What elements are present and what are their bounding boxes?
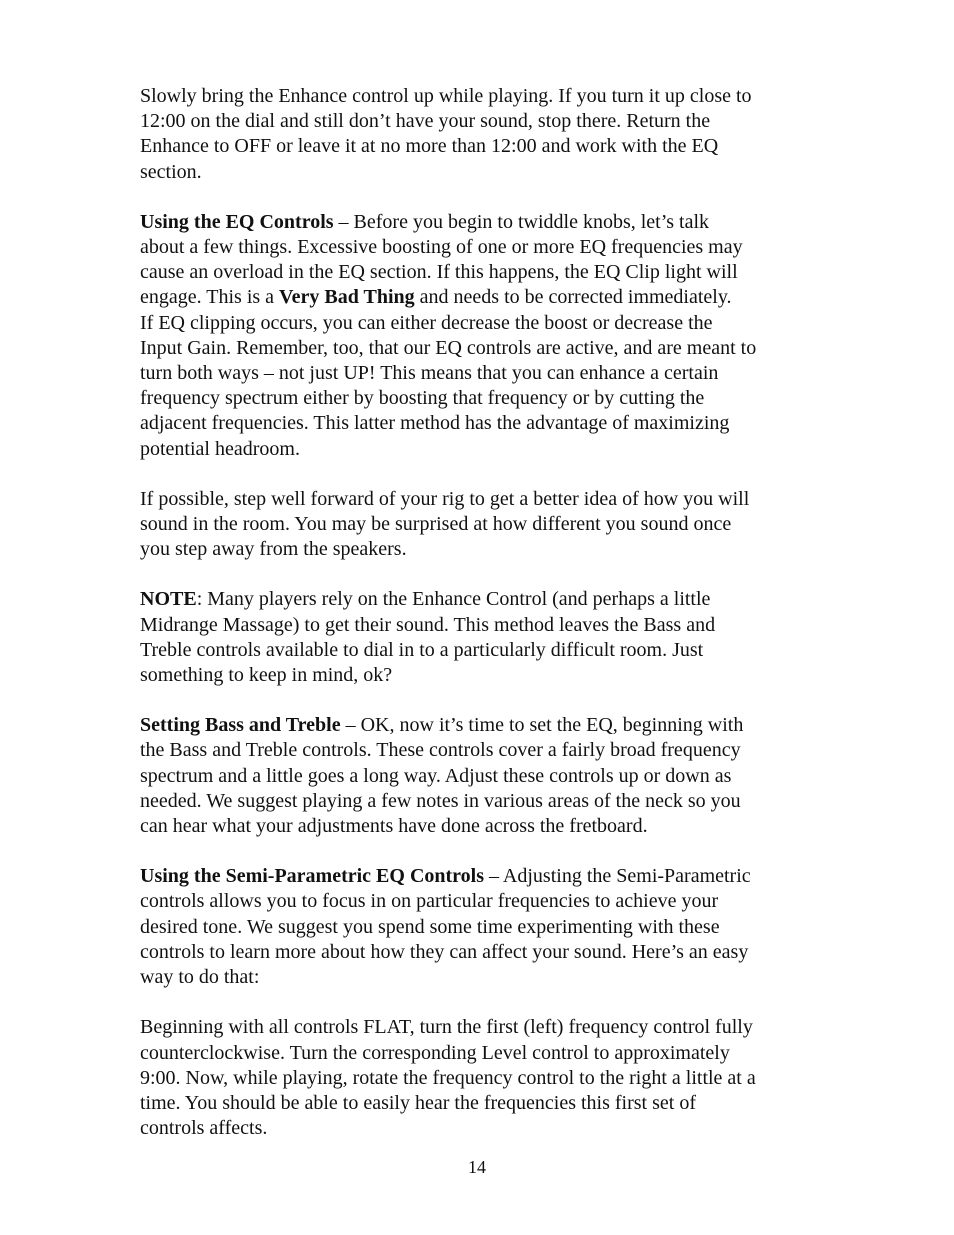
- text-line: [140, 638, 820, 663]
- bold-text: Using the Semi-Parametric EQ Controls: [140, 865, 485, 888]
- paragraph: [140, 210, 820, 462]
- text-line: [140, 613, 820, 638]
- body-text: can hear what your adjustments have done across the fretboard.: [140, 815, 648, 838]
- text-line: [140, 915, 820, 940]
- text-line: [140, 260, 820, 285]
- text-line: [140, 1041, 820, 1066]
- text-line: [140, 411, 820, 436]
- text-line: [140, 210, 820, 235]
- text-line: [140, 1116, 820, 1141]
- paragraph: [140, 84, 820, 185]
- text-line: [140, 160, 820, 185]
- body-text: Enhance to OFF or leave it at no more than 12:00 and work with the EQ: [140, 135, 719, 158]
- text-line: [140, 789, 820, 814]
- text-line: [140, 1091, 820, 1116]
- text-line: [140, 965, 820, 990]
- text-line: [140, 311, 820, 336]
- body-text: something to keep in mind, ok?: [140, 664, 393, 687]
- page-number: 14: [468, 1157, 486, 1177]
- text-line: [140, 940, 820, 965]
- paragraph: [140, 1015, 820, 1141]
- body-text: controls affects.: [140, 1117, 268, 1140]
- body-text: cause an overload in the EQ section. If this happens, the EQ Clip light will: [140, 261, 738, 284]
- body-text: – Before you begin to twiddle knobs, let’s talk: [333, 210, 710, 233]
- body-text: spectrum and a little goes a long way. Adjust these controls up or down as: [140, 764, 732, 787]
- text-line: [140, 134, 820, 159]
- body-text: – Adjusting the Semi-Parametric: [484, 865, 751, 888]
- body-text: about a few things. Excessive boosting of one or more EQ frequencies may: [140, 236, 743, 259]
- bold-text: Very Bad Thing: [279, 286, 415, 309]
- body-text: sound in the room. You may be surprised at how different you sound once: [140, 513, 732, 536]
- body-text: Input Gain. Remember, too, that our EQ controls are active, and are meant to: [140, 336, 757, 359]
- body-text: Treble controls available to dial in to a particularly difficult room. Just: [140, 638, 704, 661]
- paragraph: [140, 864, 820, 990]
- body-text: If EQ clipping occurs, you can either decrease the boost or decrease the: [140, 311, 713, 334]
- body-text: frequency spectrum either by boosting that frequency or by cutting the: [140, 387, 705, 410]
- text-line: [140, 889, 820, 914]
- document-body: [140, 84, 820, 1166]
- text-line: [140, 713, 820, 738]
- text-line: [140, 361, 820, 386]
- body-text: 9:00. Now, while playing, rotate the frequency control to the right a little at a: [140, 1066, 756, 1089]
- paragraph: [140, 487, 820, 563]
- body-text: time. You should be able to easily hear the frequencies this first set of: [140, 1091, 696, 1114]
- text-line: [140, 84, 820, 109]
- body-text: If possible, step well forward of your rig to get a better idea of how you will: [140, 487, 750, 510]
- text-line: [140, 814, 820, 839]
- text-line: [140, 487, 820, 512]
- body-text: 12:00 on the dial and still don’t have your sound, stop there. Return the: [140, 110, 711, 133]
- paragraph: [140, 587, 820, 688]
- body-text: Slowly bring the Enhance control up while playing. If you turn it up close to: [140, 85, 752, 107]
- body-text: – OK, now it’s time to set the EQ, beginning with: [340, 714, 744, 737]
- body-text: and needs to be corrected immediately.: [414, 286, 732, 309]
- paragraph: [140, 713, 820, 839]
- text-line: [140, 764, 820, 789]
- text-line: [140, 512, 820, 537]
- body-text: section.: [140, 160, 202, 183]
- body-text: turn both ways – not just UP! This means that you can enhance a certain: [140, 362, 719, 385]
- bold-text: Using the EQ Controls: [140, 210, 334, 233]
- text-line: [140, 235, 820, 260]
- body-text: needed. We suggest playing a few notes in various areas of the neck so you: [140, 789, 741, 812]
- body-text: Beginning with all controls FLAT, turn the first (left) frequency control fully: [140, 1016, 753, 1039]
- body-text: engage. This is a: [140, 286, 280, 309]
- text-line: [140, 587, 820, 612]
- body-text: controls allows you to focus in on particular frequencies to achieve your: [140, 890, 719, 913]
- text-line: [140, 285, 820, 310]
- body-text: controls to learn more about how they can affect your sound. Here’s an easy: [140, 940, 749, 963]
- body-text: the Bass and Treble controls. These controls cover a fairly broad frequency: [140, 739, 741, 762]
- body-text: desired tone. We suggest you spend some time experimenting with these: [140, 915, 720, 938]
- body-text: : Many players rely on the Enhance Control (and perhaps a little: [196, 588, 711, 611]
- body-text: you step away from the speakers.: [140, 538, 407, 561]
- body-text: Midrange Massage) to get their sound. This method leaves the Bass and: [140, 613, 716, 636]
- text-line: [140, 738, 820, 763]
- text-line: [140, 1066, 820, 1091]
- body-text: way to do that:: [140, 966, 260, 989]
- body-text: adjacent frequencies. This latter method has the advantage of maximizing: [140, 412, 730, 435]
- text-line: [140, 109, 820, 134]
- text-line: [140, 864, 820, 889]
- body-text: potential headroom.: [140, 437, 300, 460]
- text-line: [140, 663, 820, 688]
- body-text: counterclockwise. Turn the corresponding Level control to approximately: [140, 1041, 730, 1064]
- text-line: [140, 537, 820, 562]
- bold-text: Setting Bass and Treble: [140, 714, 341, 737]
- text-line: [140, 1015, 820, 1040]
- bold-text: NOTE: [140, 588, 197, 611]
- text-line: [140, 336, 820, 361]
- text-line: [140, 386, 820, 411]
- text-line: [140, 437, 820, 462]
